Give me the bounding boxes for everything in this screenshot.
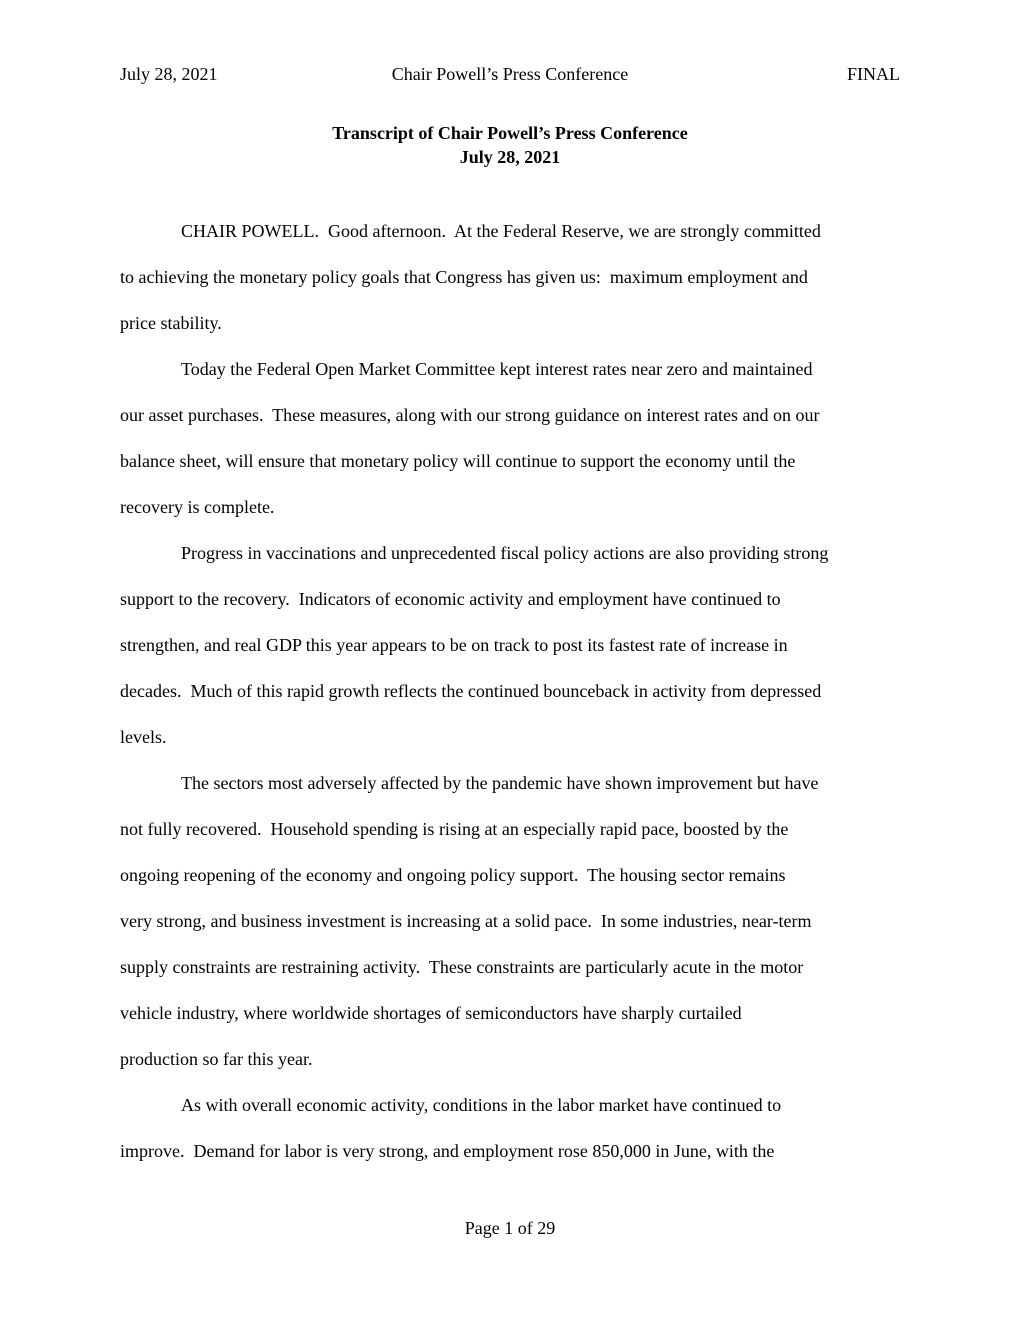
text-line: vehicle industry, where worldwide shortages of semiconductors have sharply curtailed [120,1003,742,1023]
text-line: not fully recovered. Household spending is rising at an especially rapid pace, boosted by the [120,819,789,839]
text-line: Progress in vaccinations and unprecedented fiscal policy actions are also providing strong [181,543,829,563]
text-line: very strong, and business investment is increasing at a solid pace. In some industries, near-term [120,911,812,931]
text-line: CHAIR POWELL. Good afternoon. At the Federal Reserve, we are strongly committed [181,221,821,241]
text-line: support to the recovery. Indicators of economic activity and employment have continued to [120,589,781,609]
text-line: recovery is complete. [120,497,275,517]
text-line: price stability. [120,313,222,333]
text-line: ongoing reopening of the economy and ongoing policy support. The housing sector remains [120,865,786,885]
text-line: production so far this year. [120,1049,313,1069]
document-title [120,121,900,169]
text-line: improve. Demand for labor is very strong, and employment rose 850,000 in June, with the [120,1141,775,1161]
title-line: Transcript of Chair Powell’s Press Conference [332,123,688,143]
text-line: supply constraints are restraining activity. These constraints are particularly acute in the motor [120,957,804,977]
header-status: FINAL [847,64,900,84]
text-line: to achieving the monetary policy goals that Congress has given us: maximum employment and [120,267,808,287]
text-line: Today the Federal Open Market Committee kept interest rates near zero and maintained [181,359,813,379]
text-line: our asset purchases. These measures, along with our strong guidance on interest rates and on our [120,405,820,425]
header-title: Chair Powell’s Press Conference [391,64,629,84]
text-line: decades. Much of this rapid growth reflects the continued bounceback in activity from depressed [120,681,822,701]
running-header [120,60,900,88]
title-date: July 28, 2021 [459,147,561,167]
page-number: Page 1 of 29 [464,1218,556,1238]
header-date: July 28, 2021 [120,64,218,84]
text-line: strengthen, and real GDP this year appears to be on track to post its fastest rate of increase in [120,635,788,655]
transcript-body [120,208,900,1174]
text-line: The sectors most adversely affected by the pandemic have shown improvement but have [181,773,819,793]
text-line: balance sheet, will ensure that monetary policy will continue to support the economy until the [120,451,796,471]
text-line: As with overall economic activity, conditions in the labor market have continued to [181,1095,782,1115]
text-line: levels. [120,727,167,747]
